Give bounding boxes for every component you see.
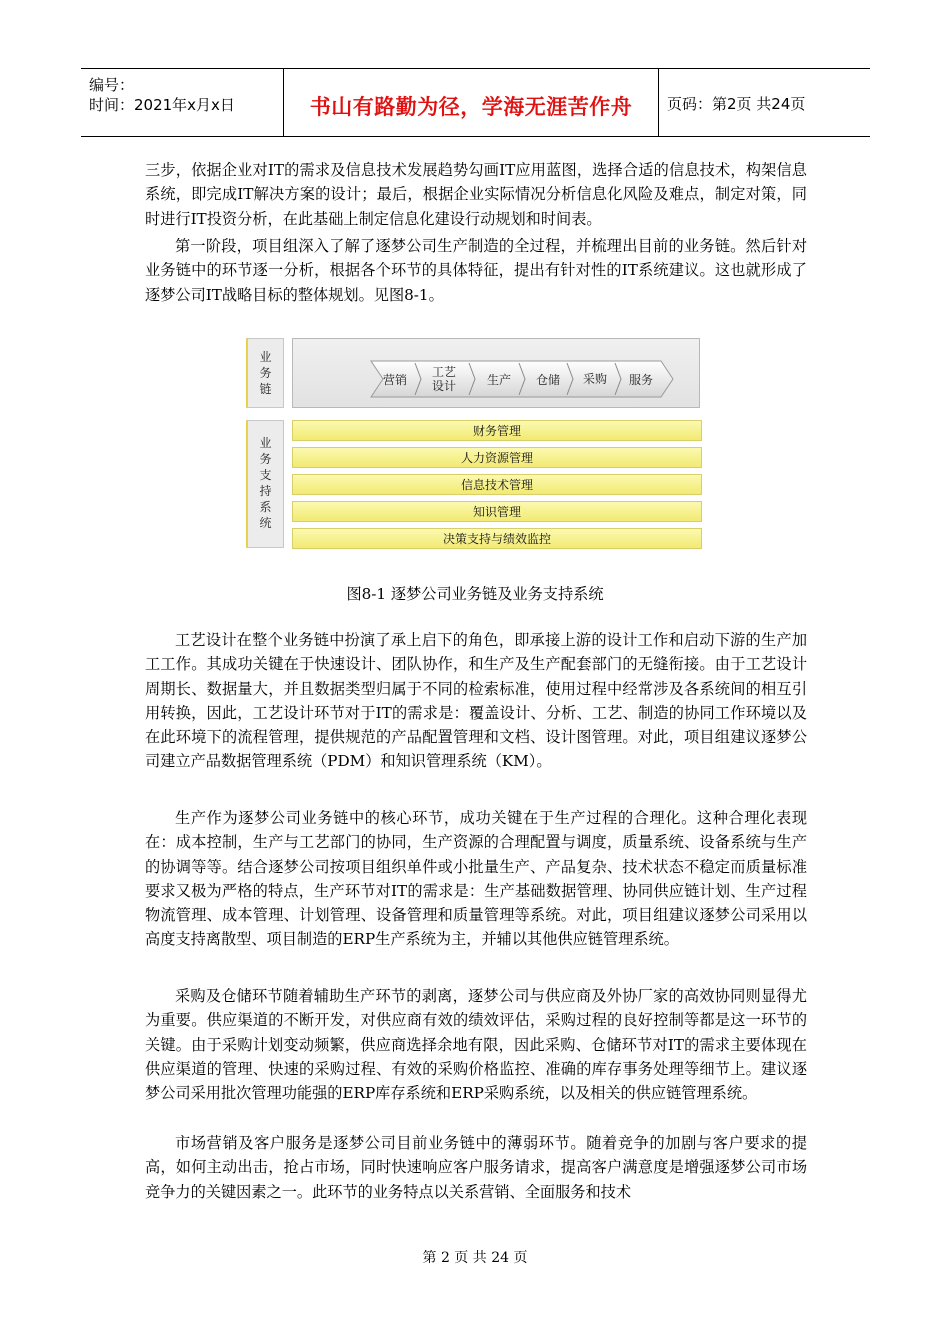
support-label-char: 系 xyxy=(259,500,272,514)
figure-caption: 图8-1 逐梦公司业务链及业务支持系统 xyxy=(346,585,604,603)
number-label: 编号： xyxy=(89,76,135,94)
support-label-char: 务 xyxy=(259,452,272,466)
paragraph-2: 第一阶段，项目组深入了解了逐梦公司生产制造的全过程，并梳理出目前的业务链。然后针对业务链中的环节逐一分析，根据各个环节的具体特征，提出有针对性的IT系统建议。这也就形成了逐梦公司IT战略目标的整体规划。见图8-1。 xyxy=(145,237,807,304)
chain-step-process-design-line2: 设计 xyxy=(431,379,457,393)
header-table xyxy=(81,68,870,137)
support-label-char: 支 xyxy=(259,468,272,482)
page-footer: 第 2 页 共 24 页 xyxy=(422,1250,528,1266)
paragraph-1: 三步，依据企业对IT的需求及信息技术发展趋势勾画IT应用蓝图，选择合适的信息技术，构架信息系统，即完成IT解决方案的设计；最后，根据企业实际情况分析信息化风险及难点，制定对策，同时进行IT投资分析，在此基础上制定信息化建设行动规划和时间表。 xyxy=(145,161,807,228)
support-bar-knowledge: 知识管理 xyxy=(292,501,702,522)
chain-label-char: 链 xyxy=(259,382,272,396)
support-bar-hr: 人力资源管理 xyxy=(292,447,702,468)
support-label-char: 统 xyxy=(259,516,272,530)
chain-label-char: 业 xyxy=(259,350,272,364)
chain-step-process-design-line1: 工艺 xyxy=(431,365,457,379)
motto: 书山有路勤为径，学海无涯苦作舟 xyxy=(309,95,633,119)
support-label-char: 业 xyxy=(259,436,272,450)
paragraph-6: 市场营销及客户服务是逐梦公司目前业务链中的薄弱环节。随着竞争的加剧与客户要求的提高，如何主动出击，抢占市场，同时快速响应客户服务请求，提高客户满意度是增强逐梦公司市场竞争力的关键因素之一。此环节的业务特点以关系营销、全面服务和技术 xyxy=(145,1134,807,1201)
chain-step-purchase: 采购 xyxy=(582,372,608,386)
chain-label-char: 务 xyxy=(259,366,272,380)
business-chain-diagram xyxy=(244,336,704,552)
header-motto-cell xyxy=(284,69,659,136)
paragraph-4: 生产作为逐梦公司业务链中的核心环节，成功关键在于生产过程的合理化。这种合理化表现在：成本控制，生产与工艺部门的协同，生产资源的合理配置与调度，质量系统、设备系统与生产的协调等等。结合逐梦公司按项目组织单件或小批量生产、产品复杂、技术状态不稳定而质量标准要求又极为严格的特点，生产环节对IT的需求是：生产基础数据管理、协同供应链计划、生产过程物流管理、成本管理、计划管理、设备管理和质量管理等系统。对此，项目组建议逐梦公司采用以高度支持离散型、项目制造的ERP生产系统为主，并辅以其他供应链管理系统。 xyxy=(145,809,807,949)
time-label: 时间：2021年x月x日 xyxy=(89,96,235,114)
support-bar-decision: 决策支持与绩效监控 xyxy=(292,528,702,549)
support-side-label xyxy=(246,420,284,548)
chain-arrow-svg xyxy=(293,339,701,409)
header-info-cell xyxy=(81,69,284,136)
chain-step-warehouse: 仓储 xyxy=(535,373,561,387)
page-label: 页码：第2页 共24页 xyxy=(667,95,806,113)
chain-side-label xyxy=(246,338,284,408)
chain-step-service: 服务 xyxy=(628,373,654,387)
support-label-char: 持 xyxy=(259,484,272,498)
paragraph-3: 工艺设计在整个业务链中扮演了承上启下的角色，即承接上游的设计工作和启动下游的生产加工工作。其成功关键在于快速设计、团队协作，和生产及生产配套部门的无缝衔接。由于工艺设计周期长、数据量大，并且数据类型归属于不同的检索标准，使用过程中经常涉及各系统间的相互引用转换，因此，工艺设计环节对于IT的需求是：覆盖设计、分析、工艺、制造的协同工作环境以及在此环境下的流程管理，提供规范的产品配置管理和文档、设计图管理。对此，项目组建议逐梦公司建立产品数据管理系统（PDM）和知识管理系统（KM）。 xyxy=(145,631,807,771)
chain-box xyxy=(292,338,700,408)
support-bar-it: 信息技术管理 xyxy=(292,474,702,495)
chain-step-production: 生产 xyxy=(486,373,512,387)
paragraph-5: 采购及仓储环节随着辅助生产环节的剥离，逐梦公司与供应商及外协厂家的高效协同则显得尤为重要。供应渠道的不断开发，对供应商有效的绩效评估，采购过程的良好控制等都是这一环节的关键。由于采购计划变动频繁，供应商选择余地有限，因此采购、仓储环节对IT的需求主要体现在供应渠道的管理、快速的采购过程、有效的采购价格监控、准确的库存事务处理等细节上。建议逐梦公司采用批次管理功能强的ERP库存系统和ERP采购系统，以及相关的供应链管理系统。 xyxy=(145,987,807,1103)
chain-step-marketing: 营销 xyxy=(382,373,408,387)
header-page-cell xyxy=(659,69,870,136)
support-bar-finance: 财务管理 xyxy=(292,420,702,441)
